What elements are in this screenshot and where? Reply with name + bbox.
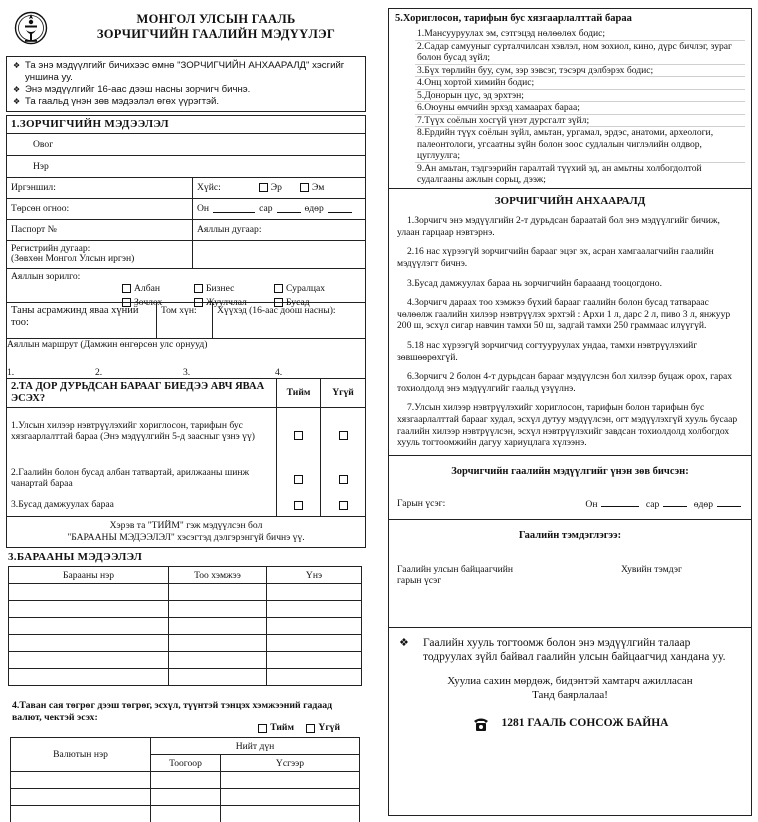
route-number: 4. bbox=[275, 366, 283, 378]
table-row[interactable] bbox=[9, 618, 362, 635]
female-label: Эм bbox=[311, 182, 325, 194]
declaration-month-field[interactable] bbox=[663, 498, 687, 507]
currency-no-checkbox[interactable] bbox=[306, 724, 315, 733]
section3-title: 3.БАРААНЫ МЭДЭЭЛЭЛ bbox=[8, 550, 143, 563]
goods-info-table bbox=[8, 566, 362, 686]
birth-date-label: Төрсөн огноо: bbox=[7, 199, 193, 219]
purpose-label-item: Жуулчлал bbox=[206, 296, 247, 308]
prohibited-item: 5.Донорын цус, эд эрхтэн; bbox=[415, 90, 745, 103]
attention-paragraph: 5.18 нас хүрээгүй зорчигчид согтууруулах ундаа, тамхи нэвтрүүлэхийг зөвшөөрөхгүй. bbox=[397, 339, 698, 363]
thanks-line2: Танд баярлалаа! bbox=[532, 688, 608, 701]
signature-label: Гарын үсэг: bbox=[397, 497, 446, 509]
table-row[interactable] bbox=[11, 806, 360, 822]
currency-total-header: Нийт дүн bbox=[151, 738, 360, 755]
route-number: 2. bbox=[95, 366, 103, 378]
goods-question-item: 2.Гаалийн болон бусад албан татвартай, арилжааны шинж чанартай бараа bbox=[7, 464, 277, 496]
goods-col-header: Үнэ bbox=[267, 567, 362, 584]
table-row[interactable] bbox=[9, 635, 362, 652]
customs-note-title: Гаалийн тэмдэглэгээ: bbox=[518, 529, 622, 541]
prohibited-item: 6.Оюуны өмчийн эрхэд хамаарах бараа; bbox=[415, 102, 745, 115]
table-row[interactable] bbox=[11, 789, 360, 806]
purpose-label-item: Зочлох bbox=[134, 296, 163, 308]
section-declaration bbox=[389, 456, 751, 520]
section-customs-note bbox=[389, 520, 751, 628]
birth-month-label: сар bbox=[259, 203, 273, 215]
section4-title: 4.Таван сая төгрөг дээш төгрөг, эсхүл, түүнтэй тэнцэх хэмжээний гадаад валют, чектэй эсэх: bbox=[12, 700, 333, 724]
goods-col-header: Тоо хэмжээ bbox=[169, 567, 267, 584]
sex-label: Хүйс: bbox=[197, 182, 221, 194]
male-checkbox[interactable] bbox=[259, 183, 268, 192]
section1-title: 1.ЗОРЧИГЧИЙН МЭДЭЭЛЭЛ bbox=[11, 118, 169, 130]
surname-label: Овог bbox=[33, 138, 54, 150]
left-column bbox=[6, 0, 366, 822]
form-title-line2: ЗОРЧИГЧИЙН ГААЛИЙН МЭДҮҮЛЭГ bbox=[96, 27, 336, 41]
intro-note: ❖ Энэ мэдүүлгийг 16-аас дээш насны зорчигч бичнэ. bbox=[13, 84, 359, 96]
soyombo-emblem-icon bbox=[14, 8, 48, 48]
section5-title: 5.Хориглосон, тарифын бус хязгаарлалттай бараа bbox=[395, 13, 632, 24]
declaration-title: Зорчигчийн гаалийн мэдүүлгийг үнэн зөв бичсэн: bbox=[451, 465, 689, 477]
declaration-day-field[interactable] bbox=[717, 498, 741, 507]
attention-paragraph: 3.Бусад дамжуулах бараа нь зорчигчийн барааанд тооцогдоно. bbox=[407, 277, 662, 289]
currency-name-header: Валютын нэр bbox=[11, 738, 151, 772]
form-title-line1: МОНГОЛ УЛСЫН ГААЛЬ bbox=[136, 12, 296, 26]
prohibited-item: 2.Садар самууныг сурталчилсан хэвлэл, ном зохиол, кино, дүрс бичлэг, зураг болон бусад зүйл; bbox=[415, 41, 745, 65]
attention-paragraph: 6.Зорчигч 2 болон 4-т дурьдсан барааг мэдүүлсэн бол хилээр буцаж орох, гарах тохиолдолд энэ мэдүүлгийг гаальд үзүүлнэ. bbox=[397, 371, 733, 394]
goods-col-header: Барааны нэр bbox=[9, 567, 169, 584]
purpose-study-checkbox[interactable] bbox=[274, 284, 283, 293]
goods-note-line1: Хэрэв та "ТИЙМ" гэж мэдүүлсэн бол bbox=[109, 519, 263, 531]
item2-no-checkbox[interactable] bbox=[339, 475, 348, 484]
footer-info: Гаалийн хууль тогтоомж болон энэ мэдүүлгийн талаар тодруулах зүйл байвал гаалийн улсын байцаагчид хандана уу. bbox=[423, 636, 726, 663]
register-label: Регистрийн дугаар: bbox=[11, 242, 91, 254]
yes-column-header: Тийм bbox=[277, 379, 321, 407]
currency-yes-label: Тийм bbox=[270, 722, 294, 734]
phone-icon bbox=[472, 716, 490, 732]
table-row[interactable] bbox=[9, 669, 362, 686]
flight-number-label: Аяллын дугаар: bbox=[197, 224, 262, 236]
declaration-year-field[interactable] bbox=[601, 498, 639, 507]
prohibited-item: 3.Бүх төрлийн буу, сум, зэр зэвсэг, тэсэрч дэлбэрэх бодис; bbox=[415, 65, 745, 78]
thanks-line1: Хуулиа сахин мөрдөж, бидэнтэй хамтарч ажилласан bbox=[447, 674, 693, 687]
adults-label: Том хүн: bbox=[157, 303, 213, 338]
intro-note: ❖ Та энэ мэдүүлгийг бичихээс өмнө "ЗОРЧИГЧИЙН АНХААРАЛД" хэсгийг уншина уу. bbox=[13, 60, 359, 84]
passport-label: Паспорт № bbox=[7, 220, 193, 240]
purpose-label-item: Албан bbox=[134, 282, 160, 294]
purpose-label: Аяллын зорилго: bbox=[11, 270, 81, 282]
currency-table bbox=[10, 737, 360, 822]
purpose-business-checkbox[interactable] bbox=[194, 284, 203, 293]
citizenship-label: Иргэншил: bbox=[7, 178, 193, 198]
declaration-day-label: өдөр bbox=[693, 498, 713, 510]
inspector-signature-label: Гаалийн улсын байцаагчийн гарын үсэг bbox=[397, 563, 513, 586]
declaration-year-label: Он bbox=[585, 498, 598, 510]
intro-note: ❖ Та гаальд үнэн зөв мэдээлэл өгөх үүрэгтэй. bbox=[13, 96, 359, 108]
item2-yes-checkbox[interactable] bbox=[294, 475, 303, 484]
currency-no-label: Үгүй bbox=[318, 722, 340, 734]
section2-title: 2.ТА ДОР ДУРЬДСАН БАРААГ БИЕДЭЭ АВЧ ЯВАА ЭСЭХ? bbox=[7, 379, 277, 407]
currency-words-header: Үсгээр bbox=[221, 755, 360, 772]
female-checkbox[interactable] bbox=[300, 183, 309, 192]
right-column bbox=[388, 8, 752, 816]
section-prohibited-goods bbox=[389, 9, 751, 189]
attention-paragraph: 2.16 нас хүрээгүй зорчигчийн барааг эцэг эх, асран хамгаалагчийн гаалийн мэдүүлэгт бичнэ. bbox=[397, 246, 714, 269]
prohibited-item: 9.Ан амьтан, тэдгээрийн гаралтай түүхий эд, ан амьтны холбогдолтой судалгааны ажлын сорьц, дээж; bbox=[417, 162, 702, 186]
prohibited-item: 1.Мансууруулах эм, сэтгэцэд нөлөөлөх бодис; bbox=[415, 28, 745, 41]
purpose-label-item: Бизнес bbox=[206, 282, 235, 294]
table-row[interactable] bbox=[9, 601, 362, 618]
dependents-label: Таны асрамжинд явaa хүний тоо: bbox=[7, 303, 157, 338]
item3-yes-checkbox[interactable] bbox=[294, 501, 303, 510]
route-label: Аяллын маршрут (Дамжин өнгөрсөн улс орнууд) bbox=[7, 338, 208, 350]
hotline-text: 1281 ГААЛЬ СОНСОЖ БАЙНА bbox=[501, 717, 669, 730]
register-note: (Зөвхөн Монгол Улсын иргэн) bbox=[11, 253, 135, 265]
register-field[interactable] bbox=[193, 241, 365, 268]
name-field[interactable] bbox=[61, 156, 365, 177]
intro-notes bbox=[6, 56, 366, 112]
personal-stamp-label: Хувийн тэмдэг bbox=[621, 563, 682, 575]
goods-note-line2: "БАРААНЫ МЭДЭЭЛЭЛ" хэсэгтэд дэлгэрэнгүй бичнэ үү. bbox=[67, 531, 305, 543]
prohibited-item: 4.Онц хортой химийн бодис; bbox=[415, 77, 745, 90]
currency-yes-checkbox[interactable] bbox=[258, 724, 267, 733]
goods-question-item: 3.Бусад дамжуулах бараа bbox=[7, 496, 277, 516]
table-row[interactable] bbox=[9, 652, 362, 669]
purpose-label-item: Суралцах bbox=[286, 282, 326, 294]
declaration-month-label: сар bbox=[645, 498, 660, 510]
currency-digits-header: Тоогоор bbox=[151, 755, 221, 772]
diamond-bullet-icon: ❖ bbox=[399, 636, 409, 649]
section-passenger-info bbox=[6, 115, 366, 379]
prohibited-item: 8.Ердийн түүх соёлын зүйл, амьтан, ургамал, эрдэс, анатоми, археологи, палеонтологи, угсаатны зүйн болон зоос судлалын чиглэлийн олдвор, цуглуулга; bbox=[415, 127, 745, 163]
birth-year-label: Он bbox=[197, 203, 210, 215]
purpose-label-item: Бусад bbox=[286, 296, 310, 308]
section-attention bbox=[389, 189, 751, 456]
birth-day-label: өдөр bbox=[304, 203, 324, 215]
attention-paragraph: 1.Зорчигч энэ мэдүүлгийн 2-т дурьдсан бараатай бол энэ мэдүүлгийг бичиж, улаан гарцаар нэвтэрнэ. bbox=[397, 215, 720, 238]
goods-question-item: 1.Улсын хилээр нэвтрүүлэхийг хориглосон, тарифын бус хязгаарлалттай бараа (Энэ мэдүүлгийн 5-д заасныг үзнэ үү) bbox=[7, 408, 277, 464]
section-footer bbox=[389, 628, 751, 740]
item1-no-checkbox[interactable] bbox=[339, 431, 348, 440]
table-row[interactable] bbox=[9, 584, 362, 601]
birth-day-field[interactable] bbox=[328, 204, 352, 213]
table-row[interactable] bbox=[11, 772, 360, 789]
form-header bbox=[6, 0, 366, 56]
purpose-official-checkbox[interactable] bbox=[122, 284, 131, 293]
item3-no-checkbox[interactable] bbox=[339, 501, 348, 510]
attention-title: ЗОРЧИГЧИЙН АНХААРАЛД bbox=[494, 194, 646, 207]
birth-year-field[interactable] bbox=[213, 204, 255, 213]
no-column-header: Үгүй bbox=[332, 386, 354, 398]
item1-yes-checkbox[interactable] bbox=[294, 431, 303, 440]
prohibited-item: 7.Түүх соёлын хосгүй үнэт дурсгалт зүйл; bbox=[415, 115, 745, 128]
attention-paragraph: 4.Зорчигч дараах тоо хэмжээ бүхий барааг гаалийн болон бусад татвараас чөлөөлж гаалийн хилээр нэвтрүүлэх эрхтэй : Архи 1 л, дарс 2 л, пиво 3 л, янжуур 200 ш, эсхүл сигар навчин тамхи 50 ш, задгай тамхи 250 граммаас илүүгүй. bbox=[397, 297, 731, 332]
name-label: Нэр bbox=[33, 160, 49, 172]
male-label: Эр bbox=[270, 182, 282, 194]
section-goods-question bbox=[6, 379, 366, 548]
route-number: 3. bbox=[183, 366, 191, 378]
children-label: Хүүхэд (16-аас доош насны): bbox=[217, 304, 336, 316]
route-number: 1. bbox=[7, 366, 15, 378]
surname-field[interactable] bbox=[61, 134, 365, 155]
attention-paragraph: 7.Улсын хилээр нэвтрүүлэхийг хориглосон, тарифын болон тарифын бус хязгаарлалттай барааг худал, эсхүл дутуу мэдүүлсэн, огт мэдүүлэхгүй хууль бусаар гаалийн хилээр нэвтрүүлсэн, эсхүл нэвтрүүлэхийг завдсан тохиолдолд холбогдох хууль тогтоомжийн дагуу хариуцлага хүлээнэ. bbox=[397, 402, 738, 449]
birth-month-field[interactable] bbox=[277, 204, 301, 213]
